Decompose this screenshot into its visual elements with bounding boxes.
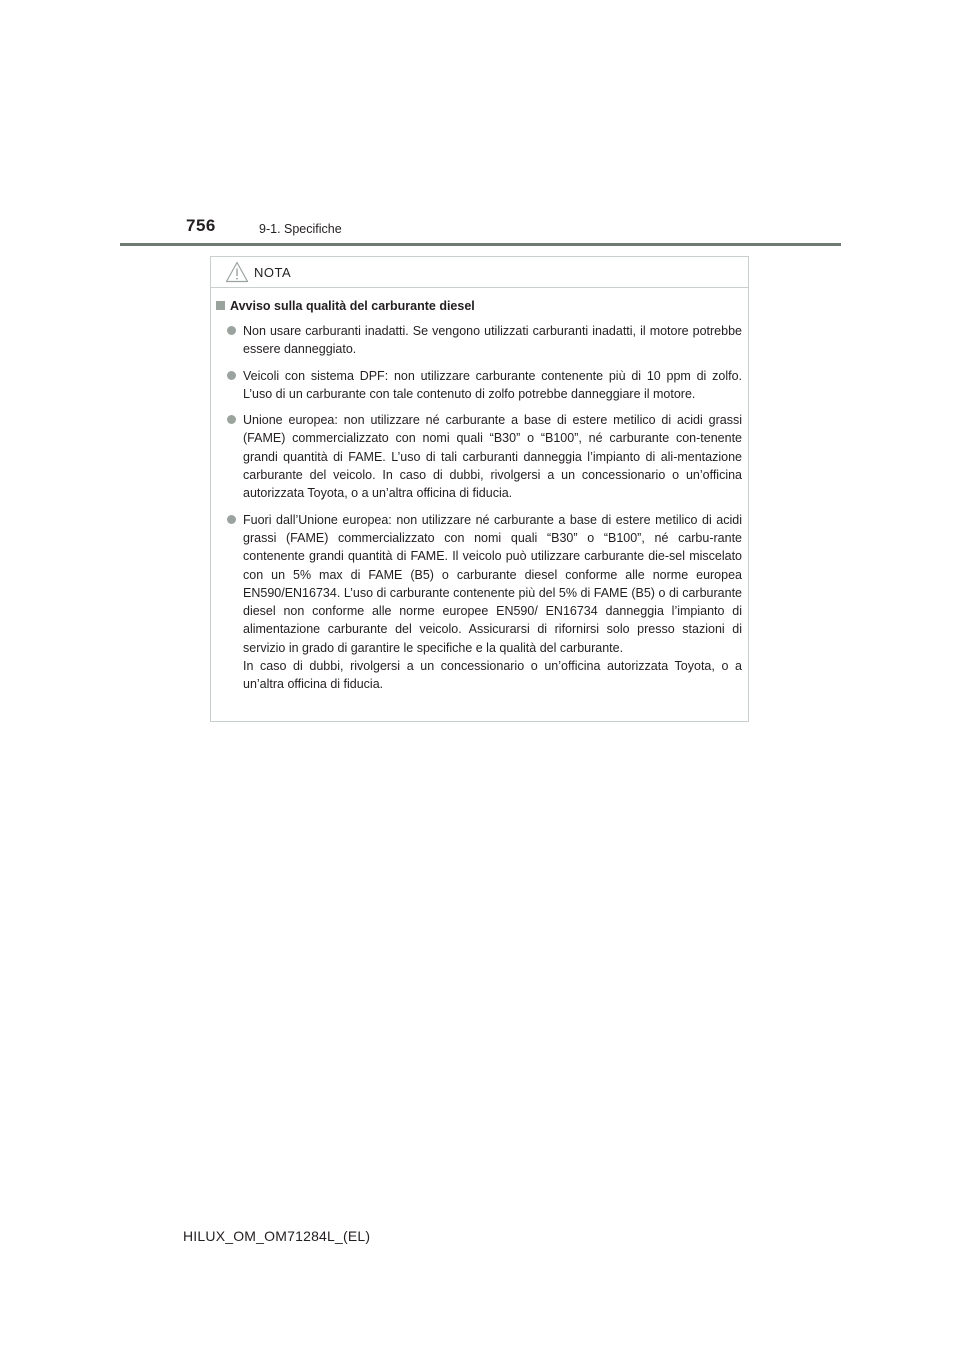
warning-triangle-icon [225,261,249,283]
circle-bullet-icon [227,515,236,524]
list-item [211,511,748,694]
sub-heading-text: Avviso sulla qualità del carburante diesel [230,299,475,313]
list-item [211,367,748,404]
circle-bullet-icon [227,415,236,424]
list-item [211,322,748,359]
square-bullet-icon [216,301,225,310]
paragraph: Non usare carburanti inadatti. Se vengono utilizzati carburanti inadatti, il motore potrebbe essere danneggiato. [243,324,742,357]
bullet-list [211,322,748,702]
paragraph: Unione europea: non utilizzare né carburante a base di estere metilico di acidi grassi (FAME) commercializzato con nomi quali “B30” o “B100”, né carburante con-tenente grandi quantità di FAME. L’uso di tali carburanti danneggia l’impianto di ali-mentazione carburante del veicolo. In caso di dubbi, rivolgersi a un concessionario o un’officina autorizzata Toyota, o a un’altra officina di fiducia. [243,413,742,501]
list-item [211,411,748,502]
section-title: 9-1. Specifiche [259,222,342,236]
header-rule [120,243,841,246]
paragraph: Fuori dall’Unione europea: non utilizzare né carburante a base di estere metilico di acidi grassi (FAME) commercializzato con nomi quali “B30” o “B100”, né carbu-rante contenente grandi quantità di FAME. Il veicolo può utilizzare carburante die-sel miscelato con un 5% max di FAME (B5) o carburante diesel conforme alle norme europea EN590/EN16734. L’uso di carburante contenente più del 5% di FAME (B5) o di carburante diesel non conforme alle norme europee EN590/ EN16734 danneggia l’impianto di alimentazione carburante del veicolo. Assicurarsi di rifornirsi solo presso stazioni di servizio in grado di garantire le specifiche e la qualità del carburante. [243,512,742,655]
circle-bullet-icon [227,326,236,335]
list-item-text [243,411,742,502]
page-number: 756 [186,216,216,235]
footer-document-code: HILUX_OM_OM71284L_(EL) [183,1228,371,1244]
circle-bullet-icon [227,371,236,380]
list-item-text [243,511,742,694]
paragraph: Veicoli con sistema DPF: non utilizzare carburante contenente più di 10 ppm di zolfo. L’uso di un carburante con tale contenuto di zolfo potrebbe danneggiare il motore. [243,368,742,401]
list-item-text [243,322,742,359]
nota-label: NOTA [254,265,292,280]
list-item-text [243,367,742,404]
paragraph: In caso di dubbi, rivolgersi a un concessionario o un’officina autorizzata Toyota, o a un’altra officina di fiducia. [243,659,742,692]
nota-header [211,257,748,288]
nota-box [210,256,749,722]
sub-heading [216,299,475,313]
